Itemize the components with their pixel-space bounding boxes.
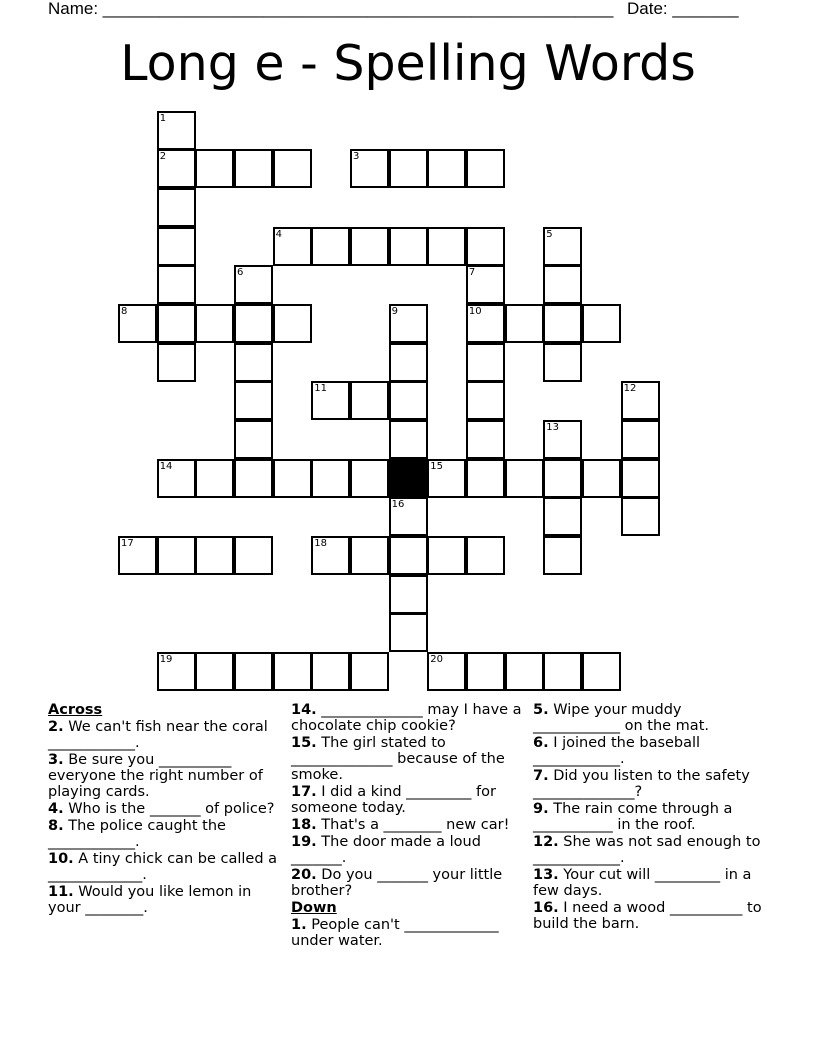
grid-cell[interactable] <box>466 381 505 420</box>
grid-cell[interactable] <box>427 149 466 188</box>
clue-across-20: 20. Do you _______ your little brother? <box>291 867 503 899</box>
grid-cell[interactable] <box>195 459 234 498</box>
name-line: Name: ______________________________________________________ <box>48 0 614 18</box>
grid-cell[interactable] <box>543 420 582 459</box>
grid-cell[interactable] <box>273 227 312 266</box>
grid-cell[interactable] <box>389 343 428 382</box>
grid-cell[interactable] <box>350 227 389 266</box>
clue-number: 13 <box>546 421 560 433</box>
grid-cell[interactable] <box>234 536 273 575</box>
grid-cell[interactable] <box>157 111 196 150</box>
grid-cell[interactable] <box>234 381 273 420</box>
date-line: Date: _______ <box>627 0 739 18</box>
clue-number: 15 <box>430 460 444 472</box>
grid-cell[interactable] <box>389 575 428 614</box>
grid-cell[interactable] <box>389 536 428 575</box>
grid-cell[interactable] <box>350 536 389 575</box>
clue-down-7: 7. Did you listen to the safety ______________? <box>533 768 750 800</box>
grid-cell[interactable] <box>234 149 273 188</box>
clue-down-1: 1. People can't _____________ under water. <box>291 917 499 949</box>
grid-cell[interactable] <box>621 459 660 498</box>
grid-cell[interactable] <box>582 652 621 691</box>
grid-cell[interactable] <box>389 227 428 266</box>
grid-cell[interactable] <box>157 265 196 304</box>
grid-cell[interactable] <box>311 227 350 266</box>
grid-cell[interactable] <box>466 304 505 343</box>
clue-across-10: 10. A tiny chick can be called a _____________. <box>48 851 278 883</box>
grid-cell[interactable] <box>427 536 466 575</box>
grid-cell[interactable] <box>157 652 196 691</box>
grid-cell[interactable] <box>273 652 312 691</box>
clue-across-17: 17. I did a kind _________ for someone today. <box>291 784 496 816</box>
clue-down-5: 5. Wipe your muddy ____________ on the mat. <box>533 702 709 734</box>
clue-across-19: 19. The door made a loud _______. <box>291 834 481 866</box>
clue-across-8: 8. The police caught the ____________. <box>48 818 226 850</box>
grid-cell[interactable] <box>157 188 196 227</box>
grid-cell[interactable] <box>157 149 196 188</box>
grid-cell[interactable] <box>466 536 505 575</box>
grid-cell[interactable] <box>157 459 196 498</box>
clue-across-18: 18. That's a ________ new car! <box>291 817 510 833</box>
clue-number: 11 <box>314 383 328 395</box>
grid-cell[interactable] <box>195 536 234 575</box>
clue-number: 12 <box>623 383 637 395</box>
clue-down-9: 9. The rain come through a ___________ in the roof. <box>533 801 733 833</box>
grid-cell[interactable] <box>543 343 582 382</box>
grid-cell[interactable] <box>234 304 273 343</box>
page-title: Long e - Spelling Words <box>120 35 696 92</box>
clue-across-2: 2. We can't fish near the coral ____________. <box>48 719 268 751</box>
grid-cell[interactable] <box>466 149 505 188</box>
grid-cell[interactable] <box>427 227 466 266</box>
grid-cell[interactable] <box>389 381 428 420</box>
grid-cell[interactable] <box>543 227 582 266</box>
grid-cell[interactable] <box>350 459 389 498</box>
grid-cell[interactable] <box>543 459 582 498</box>
grid-cell[interactable] <box>389 304 428 343</box>
grid-cell[interactable] <box>466 265 505 304</box>
clue-down-12: 12. She was not sad enough to ____________. <box>533 834 761 866</box>
clue-across-11: 11. Would you like lemon in your ________. <box>48 884 252 916</box>
grid-cell[interactable] <box>389 149 428 188</box>
grid-cell[interactable] <box>466 459 505 498</box>
clue-across-3: 3. Be sure you __________ everyone the right number of playing cards. <box>48 752 263 800</box>
grid-cell[interactable] <box>157 304 196 343</box>
clues-column-2 <box>291 702 523 950</box>
clue-across-14: 14. ______________ may I have a chocolate chip cookie? <box>291 702 522 734</box>
clue-number: 8 <box>121 306 128 317</box>
clue-number: 5 <box>546 228 553 240</box>
clue-number: 14 <box>159 460 173 472</box>
grid-cell[interactable] <box>195 149 234 188</box>
grid-cell[interactable] <box>389 613 428 652</box>
grid-cell[interactable] <box>543 304 582 343</box>
clues-column-3 <box>533 702 765 933</box>
grid-cell[interactable] <box>273 149 312 188</box>
clue-number: 20 <box>430 653 444 665</box>
grid-cell[interactable] <box>621 497 660 536</box>
clue-across-15: 15. The girl stated to ______________ because of the smoke. <box>291 735 505 783</box>
grid-cell[interactable] <box>234 343 273 382</box>
grid-cell[interactable] <box>427 652 466 691</box>
clue-across-4: 4. Who is the _______ of police? <box>48 801 275 817</box>
grid-cell[interactable] <box>195 652 234 691</box>
grid-cell[interactable] <box>311 381 350 420</box>
clue-number: 6 <box>237 267 244 279</box>
grid-cell[interactable] <box>582 459 621 498</box>
grid-cell[interactable] <box>466 420 505 459</box>
grid-cell[interactable] <box>234 265 273 304</box>
clue-number: 4 <box>275 228 282 240</box>
clue-number: 7 <box>468 267 476 279</box>
grid-cell[interactable] <box>543 497 582 536</box>
clue-number: 18 <box>314 537 328 549</box>
grid-cell[interactable] <box>157 343 196 382</box>
grid-cell[interactable] <box>505 459 544 498</box>
clue-down-13: 13. Your cut will _________ in a few days. <box>533 867 752 899</box>
across-heading: Across <box>48 702 103 718</box>
grid-cell[interactable] <box>505 652 544 691</box>
grid-cell[interactable] <box>311 536 350 575</box>
clue-number: 16 <box>391 499 405 511</box>
grid-cell[interactable] <box>389 420 428 459</box>
grid-cell[interactable] <box>389 497 428 536</box>
grid-cell[interactable] <box>466 343 505 382</box>
clue-number: 19 <box>159 653 173 665</box>
grid-cell[interactable] <box>273 304 312 343</box>
clue-number: 1 <box>159 112 167 124</box>
grid-cell[interactable] <box>234 652 273 691</box>
grid-cell[interactable] <box>427 459 466 498</box>
down-heading: Down <box>291 900 337 916</box>
grid-cell[interactable] <box>311 459 350 498</box>
grid-cell[interactable] <box>195 304 234 343</box>
grid-cell[interactable] <box>157 227 196 266</box>
clue-down-16: 16. I need a wood __________ to build the barn. <box>533 900 762 932</box>
clue-number: 17 <box>121 537 134 549</box>
grid-cell[interactable] <box>543 265 582 304</box>
grid-cell[interactable] <box>118 536 157 575</box>
clue-number: 3 <box>353 151 360 163</box>
grid-cell[interactable] <box>582 304 621 343</box>
clue-number: 9 <box>391 306 398 317</box>
grid-black-cell <box>389 459 428 498</box>
grid-cell[interactable] <box>118 304 157 343</box>
grid-cell[interactable] <box>543 536 582 575</box>
grid-cell[interactable] <box>157 536 196 575</box>
grid-cell[interactable] <box>543 652 582 691</box>
grid-cell[interactable] <box>311 652 350 691</box>
clue-number: 2 <box>159 151 167 163</box>
clue-number: 10 <box>468 306 482 317</box>
grid-cell[interactable] <box>273 459 312 498</box>
clues-column-1 <box>48 702 280 917</box>
grid-cell[interactable] <box>505 304 544 343</box>
grid-cell[interactable] <box>621 420 660 459</box>
grid-cell[interactable] <box>466 652 505 691</box>
grid-cell[interactable] <box>350 652 389 691</box>
clue-down-6: 6. I joined the baseball ____________. <box>533 735 701 767</box>
grid-cell[interactable] <box>466 227 505 266</box>
grid-cell[interactable] <box>350 381 389 420</box>
grid-cell[interactable] <box>234 459 273 498</box>
grid-cell[interactable] <box>621 381 660 420</box>
grid-cell[interactable] <box>234 420 273 459</box>
grid-cell[interactable] <box>350 149 389 188</box>
